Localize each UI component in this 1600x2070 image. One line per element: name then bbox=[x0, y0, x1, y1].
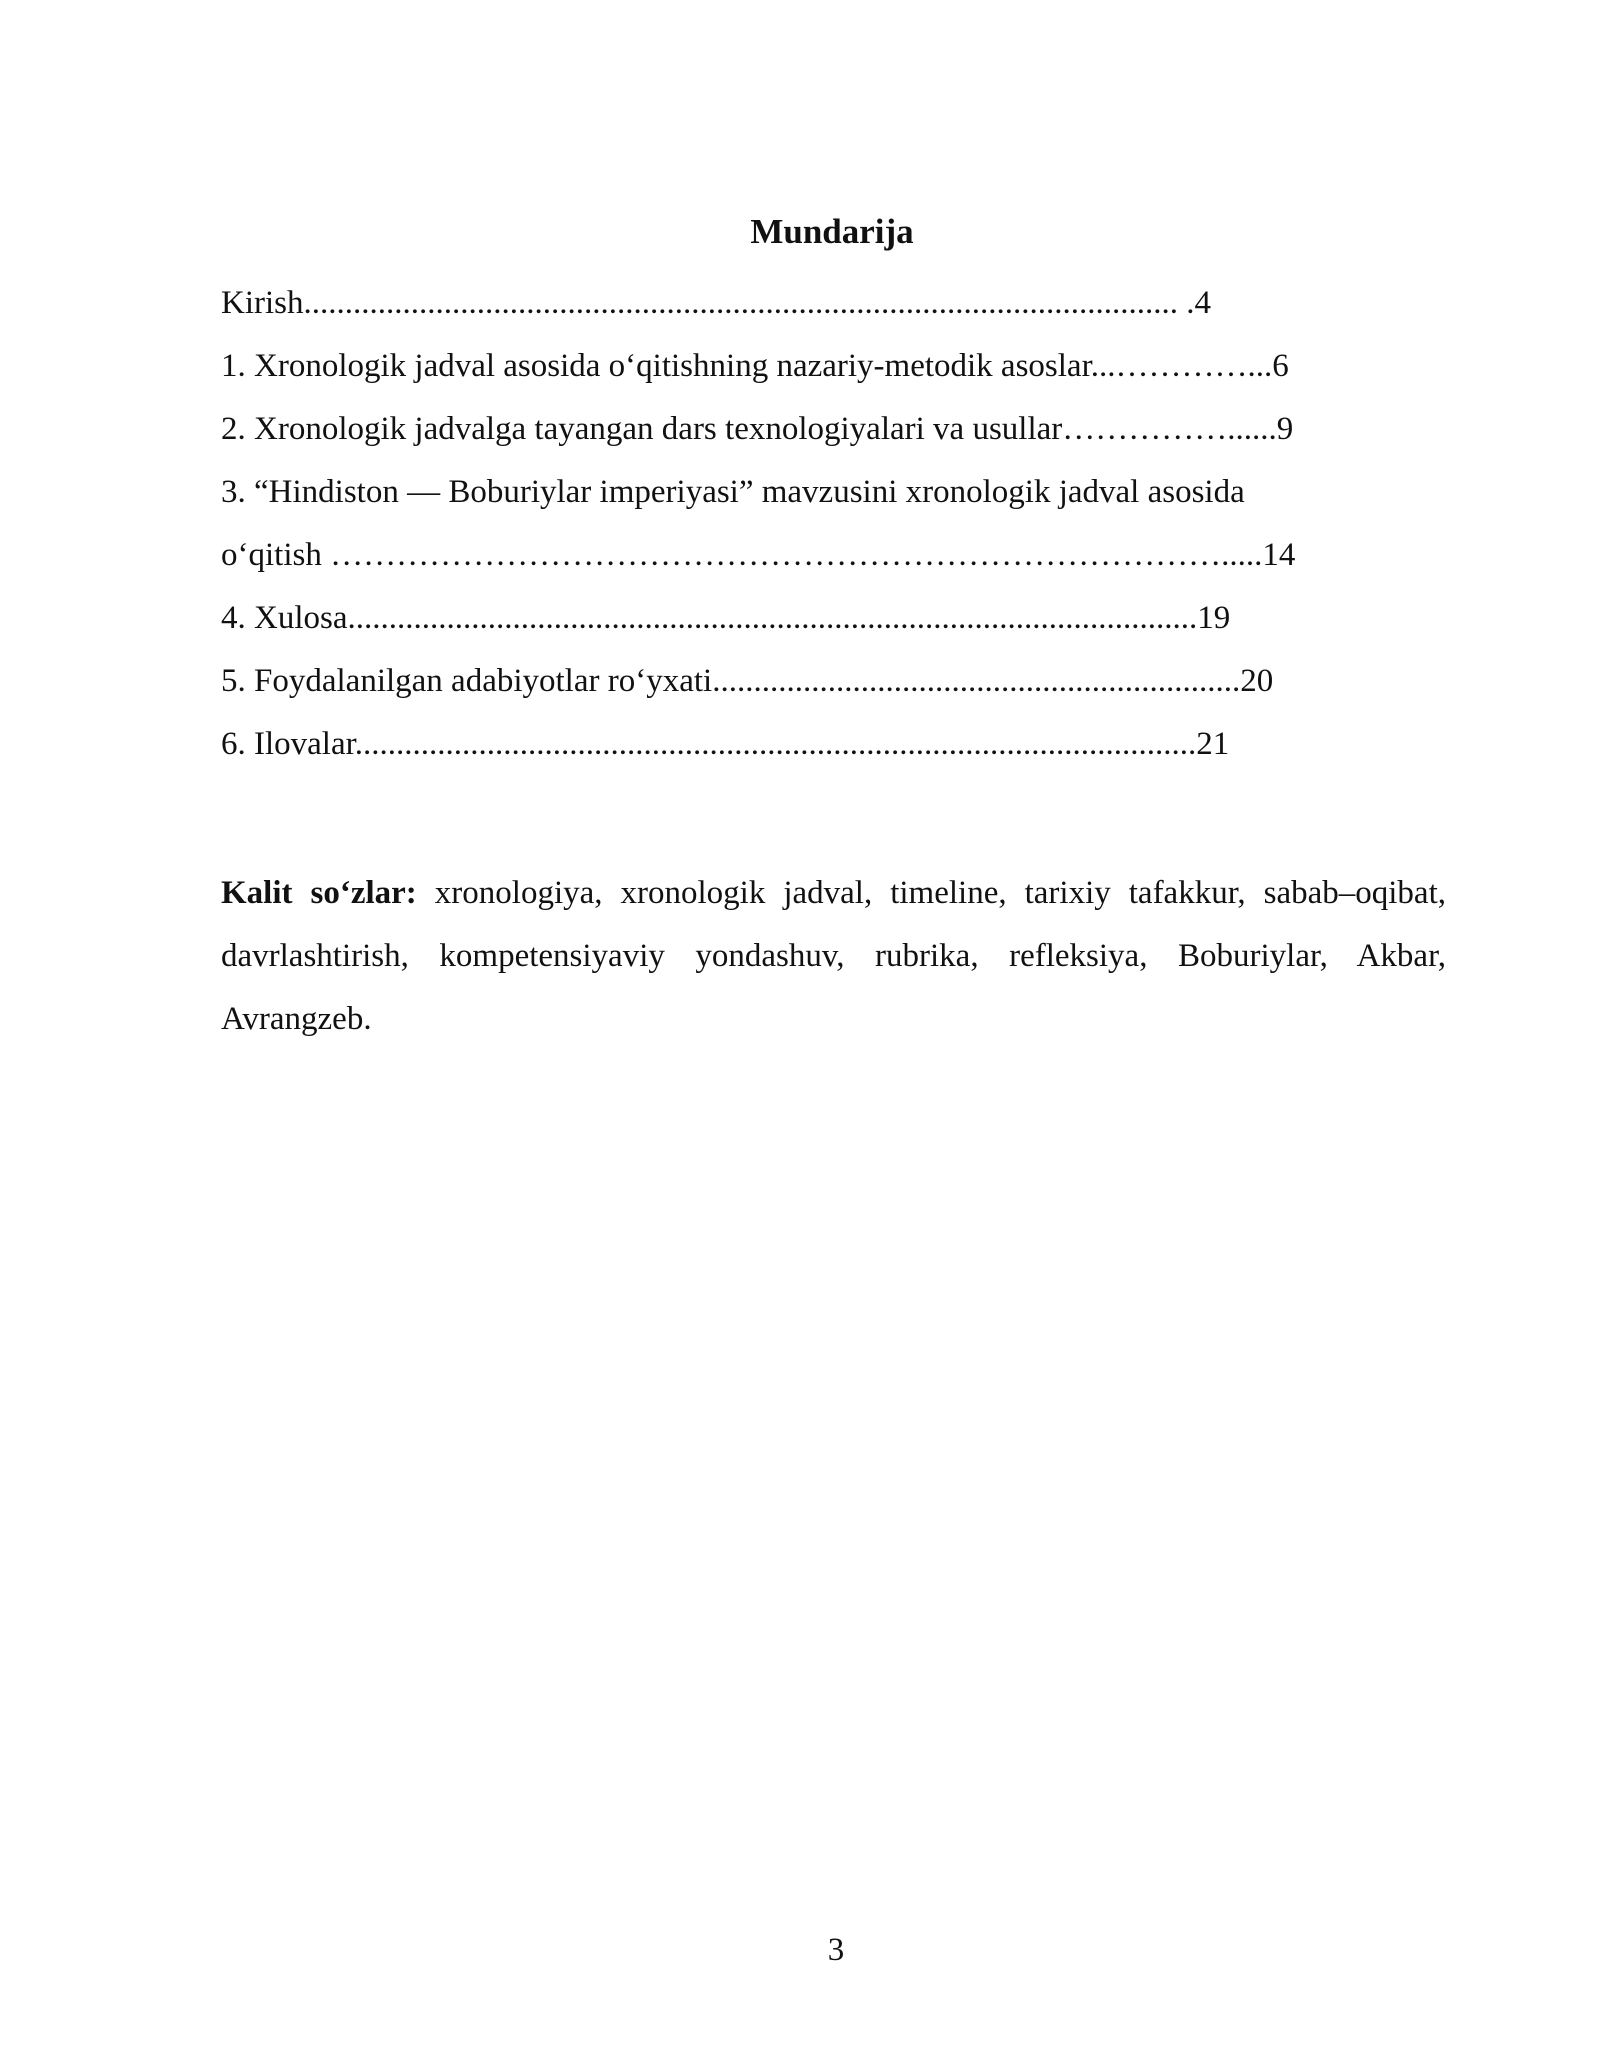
toc-entry-3-line-1 bbox=[221, 461, 1411, 524]
toc-entry-4 bbox=[221, 587, 1411, 650]
table-of-contents bbox=[221, 272, 1411, 776]
toc-entry-5 bbox=[221, 650, 1411, 713]
toc-entry-1 bbox=[221, 335, 1411, 398]
toc-entry-text: 4. Xulosa.......................................................................................................19 bbox=[221, 600, 1231, 636]
page-title bbox=[0, 208, 1600, 256]
toc-entry-text: 5. Foydalanilgan adabiyotlar ro‘yxati................................................................20 bbox=[221, 663, 1274, 699]
toc-entry-text: 6. Ilovalar......................................................................................................21 bbox=[221, 726, 1230, 762]
toc-title-text: Mundarija bbox=[750, 212, 914, 251]
toc-entry-text: o‘qitish ……………………………………………………………………….....14 bbox=[221, 537, 1296, 573]
toc-entry-introduction bbox=[221, 272, 1411, 335]
toc-entry-2 bbox=[221, 398, 1411, 461]
page-number: 3 bbox=[827, 1932, 845, 1968]
toc-entry-text: Kirish.......................................................................................................... .4 bbox=[221, 285, 1211, 321]
toc-entry-text: 2. Xronologik jadvalga tayangan dars texnologiyalari va usullar……………......9 bbox=[221, 411, 1294, 447]
keywords-paragraph bbox=[221, 862, 1446, 1051]
toc-entry-6 bbox=[221, 713, 1411, 776]
toc-entry-text: 3. “Hindiston — Boburiylar imperiyasi” mavzusini xronologik jadval asosida bbox=[221, 474, 1245, 510]
keywords-label: Kalit so‘zlar: bbox=[221, 875, 417, 911]
keywords-text: xronologiya, xronologik jadval, timeline, tarixiy tafakkur, sabab–oqibat, davrlashtirish, kompetensiyaviy yondashuv, rubrika, refleksiya, Boburiylar, Akbar, Avrangzeb. bbox=[221, 875, 1446, 1037]
toc-entry-3-line-2 bbox=[221, 524, 1411, 587]
toc-entry-text: 1. Xronologik jadval asosida o‘qitishning nazariy-metodik asoslar...…………...6 bbox=[221, 348, 1289, 384]
